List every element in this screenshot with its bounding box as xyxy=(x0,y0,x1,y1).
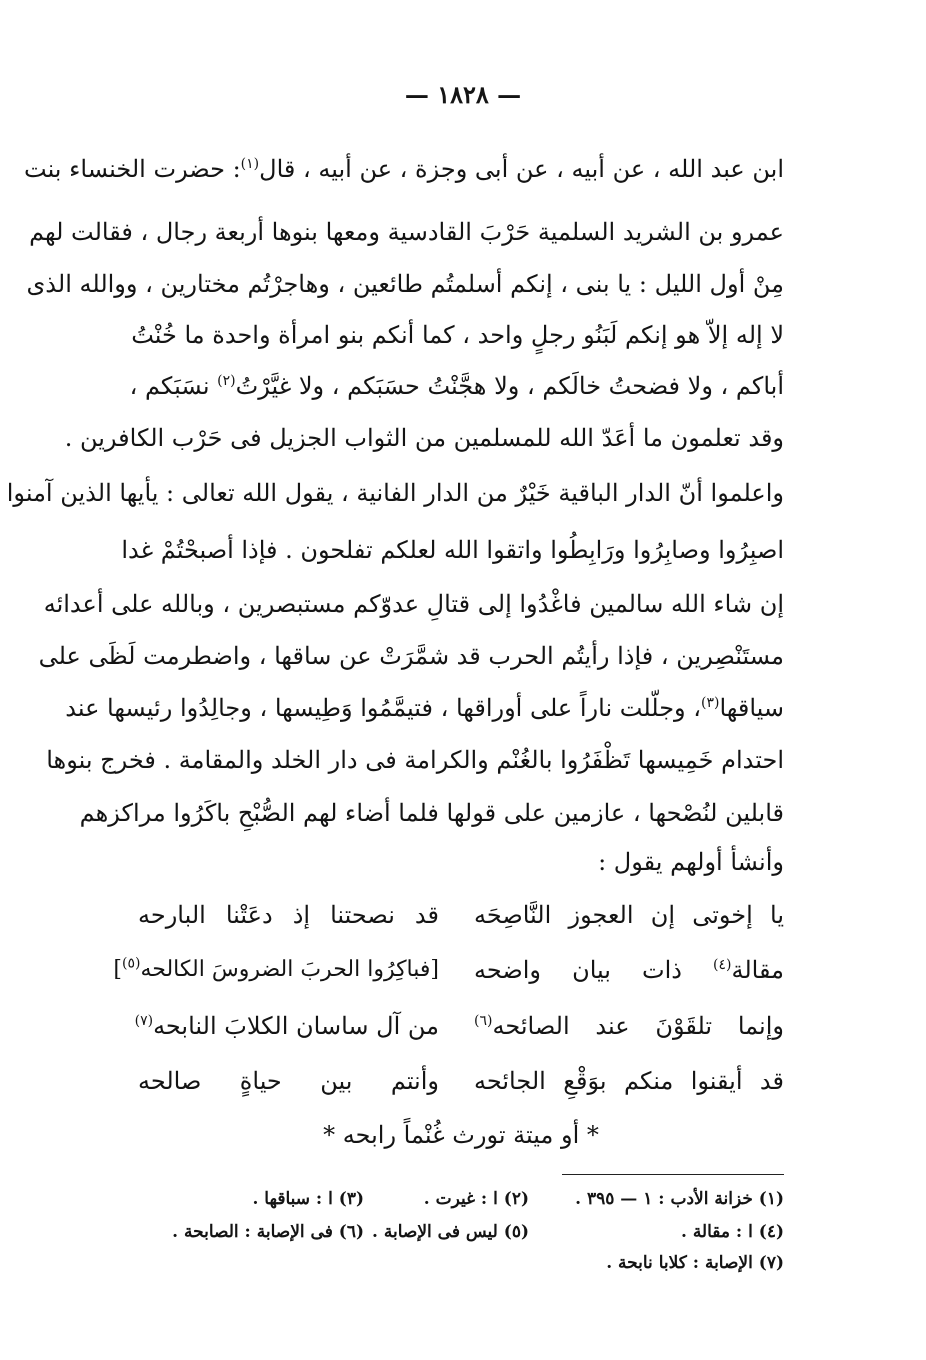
verse-row xyxy=(138,892,784,938)
text-line: لا إله إلاّ هو إنكم لَبَنُو رجلٍ واحد ، كما أنكم بنو امرأة واحدة ما خُنْتُ xyxy=(131,321,784,349)
footnote-marker: (٧) xyxy=(134,1013,154,1029)
footnote: (٧) الإصابة : كلابا نابحة . xyxy=(606,1253,784,1273)
footnote-line xyxy=(124,1219,784,1245)
text-line: عمرو بن الشريد السلمية حَرْبَ القادسية ومعها بنوها أربعة رجال ، فقالت لهم xyxy=(29,218,784,246)
verse-first-hemistich: وإنما تلقَوْنَ عند الصائحه$^{(٦)}$ xyxy=(474,1012,784,1040)
footnote-marker: (٥) xyxy=(122,955,141,972)
text-line: اصبِرُوا وصابِرُوا ورَابِطُوا واتقوا الله لعلكم تفلحون . فإذا أصبحْتُمْ غدا xyxy=(121,536,784,564)
verse-row xyxy=(134,1003,784,1049)
footnote-marker: (١) xyxy=(240,156,260,172)
footnote-line xyxy=(124,1250,784,1276)
verse-first-hemistich: يا إخوتى إن العجوز النَّاصِحَه xyxy=(474,901,784,929)
verse-second-hemistich: من آل ساسان الكلابَ النابحه$^{(٧)}$ xyxy=(134,1012,439,1040)
text-line: احتدام خَمِيسها تَظْفَرُوا بالغُنْم والكرامة فى دار الخلد والمقامة . فخرج بنوها xyxy=(46,746,784,774)
verse-first-hemistich: قد أيقنوا منكم بوَقْعِ الجائحه xyxy=(474,1067,784,1095)
text-line: قابلين لنُصْحها ، عازمين على قولها فلما أضاء لهم الصُّبْحِ باكَرُوا مراكزهم xyxy=(79,799,784,827)
footnote-marker: (٣) xyxy=(701,695,720,711)
footnote: (٢) ا : غيرت . xyxy=(423,1189,529,1209)
text-line: مستَنْصِرين ، فإذا رأيتُم الحرب قد شمَّرَتْ عن ساقها ، واضطرمت لَظَى على xyxy=(38,642,784,670)
footnote-separator xyxy=(562,1174,784,1175)
footnote: (١) خزانة الأدب : ١ — ٣٩٥ . xyxy=(575,1189,784,1209)
verse-second-hemistich: وأنتم بين حياةٍ صالحه xyxy=(138,1067,439,1095)
closing-verse: * أو ميتة تورث غُنْماً رابحه * xyxy=(323,1121,599,1149)
verse-first-hemistich: مقالة$^{(٤)}$ ذات بيان واضحه xyxy=(474,956,784,984)
footnote-marker: (٢) xyxy=(217,373,236,389)
footnote-marker: (٤) xyxy=(713,957,732,973)
text-line: سياقها$^{(٣)}$، وجلّلت ناراً على أوراقها ، فتيمَّمُوا وَطِيسها ، وجالِدُوا رئيسها عند xyxy=(65,694,784,722)
text-line: أباكم ، ولا فضحتُ خالَكم ، ولا هجَّنْتُ حسَبَكم ، ولا غيَّرْتُ$^{(٢)}$ نسَبَكم ، xyxy=(129,372,784,400)
footnote: (٤) ا : مقالة . xyxy=(680,1222,784,1242)
verse-second-hemistich: قد نصحتنا إذ دعَتْنا البارحه xyxy=(138,901,439,929)
footnote: (٣) ا : سباقها . xyxy=(252,1189,364,1209)
text-line: مِنْ أول الليل : يا بنى ، إنكم أسلمتُم طائعين ، وهاجرْتُم مختارين ، ووالله الذى xyxy=(26,270,784,298)
verse-row xyxy=(138,1058,784,1104)
text-line: إن شاء الله سالمين فاغْدُوا إلى قتالِ عدوّكم مستبصرين ، وبالله على أعدائه xyxy=(43,590,784,618)
text-line: ابن عبد الله ، عن أبيه ، عن أبى وجزة ، عن أبيه ، قال$^{(١)}$: حضرت الخنساء بنت xyxy=(24,155,784,183)
footnote: (٥) ليس فى الإصابة . xyxy=(372,1222,529,1242)
page-number: — ١٨٢٨ — xyxy=(404,80,522,109)
footnote: (٦) فى الإصابة : الصابحة . xyxy=(172,1222,364,1242)
footnote-marker: (٦) xyxy=(474,1013,493,1029)
text-line: وأنشأ أولهم يقول : xyxy=(598,848,784,876)
verse-second-hemistich: [فباكِرُوا الحربَ الضروسَ الكالحه$^{(٥)}$] xyxy=(113,955,439,982)
text-line: واعلموا أنّ الدار الباقية خَيْرٌ من الدار الفانية ، يقول الله تعالى : يأيها الذين آمنوا xyxy=(6,479,784,507)
text-line: وقد تعلمون ما أعَدّ الله للمسلمين من الثواب الجزيل فى حَرْب الكافرين . xyxy=(64,424,784,452)
footnote-line xyxy=(124,1186,784,1212)
verse-row xyxy=(113,947,784,993)
